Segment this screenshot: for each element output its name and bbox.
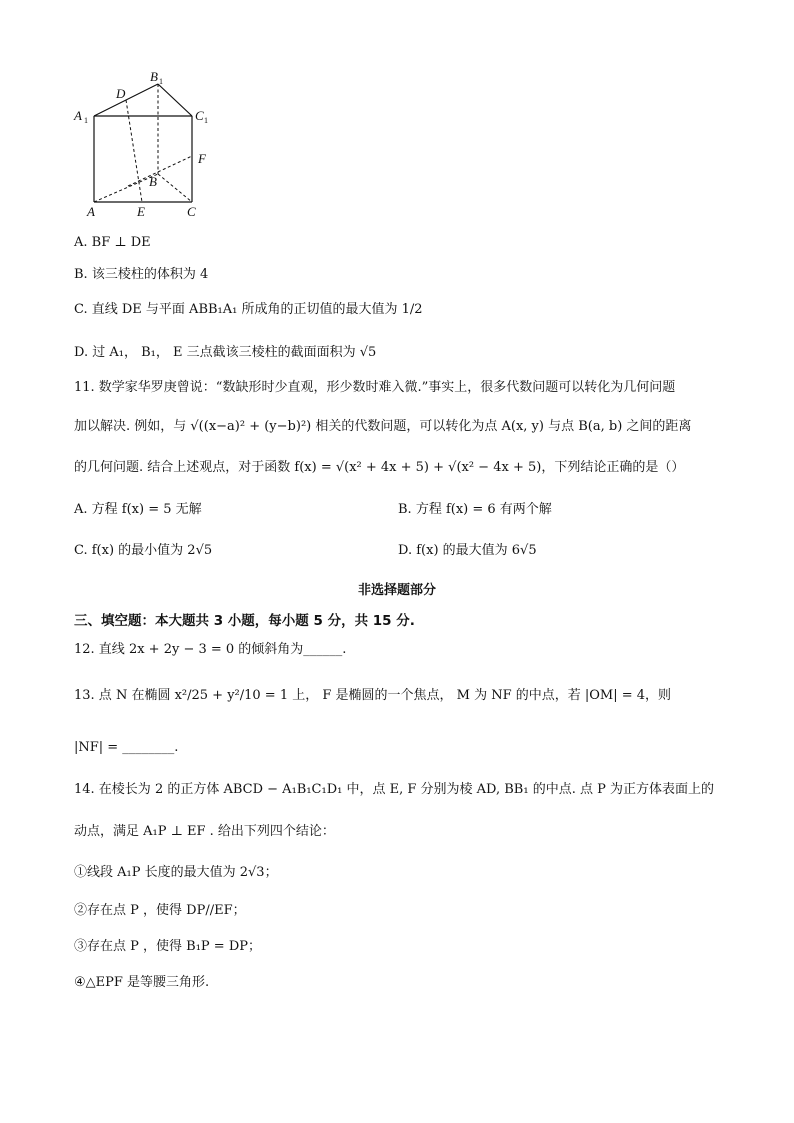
label-D: D (116, 86, 126, 101)
q14-line-2: 动点，满足 A₁P ⊥ EF . 给出下列四个结论： (74, 824, 335, 839)
section-3-heading: 三、填空题：本大题共 3 小题，每小题 5 分，共 15 分. (74, 613, 415, 629)
q10-option-b: B. 该三棱柱的体积为 4 (74, 267, 209, 282)
q14-item-1: ①线段 A₁P 长度的最大值为 2√3； (74, 865, 278, 880)
q11-option-b: B. 方程 f(x) = 6 有两个解 (398, 502, 552, 517)
label-F: F (198, 151, 206, 166)
q12-text: 12. 直线 2x + 2y − 3 = 0 的倾斜角为______. (74, 642, 347, 657)
q14-item-2: ②存在点 P ，使得 DP//EF； (74, 903, 246, 918)
q14-item-4: ④△EPF 是等腰三角形. (74, 975, 210, 990)
svg-text:1: 1 (204, 116, 208, 125)
section-title: 非选择题部分 (357, 583, 436, 598)
q11-line-1: 11. 数学家华罗庚曾说：“数缺形时少直观，形少数时难入微.”事实上，很多代数问题可以转化为几何问题 (74, 380, 676, 395)
q10-option-d: D. 过 A₁， B₁， E 三点截该三棱柱的截面面积为 √5 (74, 345, 377, 360)
label-A1: A (74, 108, 82, 123)
q14-item-3: ③存在点 P ，使得 B₁P = DP； (74, 939, 261, 954)
q14-line-1: 14. 在棱长为 2 的正方体 ABCD − A₁B₁C₁D₁ 中，点 E, F 分别为棱 AD, BB₁ 的中点. 点 P 为正方体表面上的 (74, 782, 714, 797)
svg-text:1: 1 (159, 77, 163, 86)
label-B1: B (150, 70, 158, 84)
label-B: B (149, 174, 157, 189)
q10-option-c: C. 直线 DE 与平面 ABB₁A₁ 所成角的正切值的最大值为 1/2 (74, 302, 423, 317)
edge-b-c (158, 174, 192, 202)
q11-option-c: C. f(x) 的最小值为 2√5 (74, 543, 213, 558)
prism-figure (70, 70, 230, 220)
q13-line-1: 13. 点 N 在椭圆 x²/25 + y²/10 = 1 上， F 是椭圆的一个焦点， M 为 NF 的中点，若 |OM| = 4，则 (74, 688, 672, 703)
q11-line-2: 加以解决. 例如，与 √((x−a)² + (y−b)²) 相关的代数问题，可以转化为点 A(x, y) 与点 B(a, b) 之间的距离 (74, 419, 692, 434)
q13-line-2: |NF| = ________. (74, 740, 179, 755)
label-A: A (87, 204, 95, 219)
edge-b1-c1 (158, 84, 192, 116)
svg-text:1: 1 (84, 116, 88, 125)
q11-line-3: 的几何问题. 结合上述观点，对于函数 f(x) = √(x² + 4x + 5) + √(x² − 4x + 5)，下列结论正确的是（） (74, 460, 685, 475)
segment-d-e (126, 100, 142, 202)
q11-option-d: D. f(x) 的最大值为 6√5 (398, 543, 537, 558)
label-C1: C (195, 108, 204, 123)
q11-option-a: A. 方程 f(x) = 5 无解 (74, 502, 202, 517)
label-C: C (187, 204, 196, 219)
q10-option-a: A. BF ⊥ DE (74, 235, 151, 250)
label-E: E (137, 204, 145, 219)
